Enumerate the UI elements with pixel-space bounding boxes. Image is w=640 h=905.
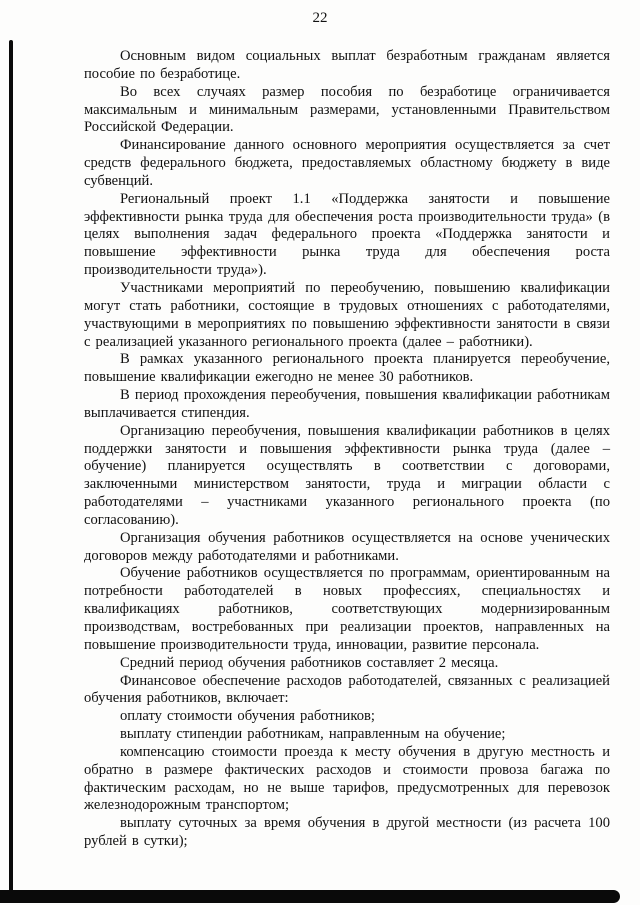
paragraph: Региональный проект 1.1 «Поддержка занятости и повышение эффективности рынка труда для обеспечения роста производительности труда» (в целях выполнения задач федерального проекта «Поддержка занятости и повышение эффективности рынка труда для обеспечения роста производительности труда»).	[84, 190, 610, 279]
paragraph: Обучение работников осуществляется по программам, ориентированным на потребности работодателей в новых профессиях, специальностях и квалификациях работников, соответствующих модернизированным производствам, востребованных при реализации проектов, направленных на повышение производительности труда, инновации, развитие персонала.	[84, 565, 610, 653]
paragraph: выплату стипендии работникам, направленным на обучение;	[120, 726, 506, 743]
scan-edge-left	[9, 40, 13, 897]
paragraph: Во всех случаях размер пособия по безработице ограничивается максимальным и минимальным размерами, установленными Правительством Российской Федерации.	[84, 83, 610, 136]
scan-edge-bottom	[0, 890, 620, 903]
paragraph: В рамках указанного регионального проекта планируется переобучение, повышение квалификации ежегодно не менее 30 работников.	[84, 351, 610, 386]
paragraph: Средний период обучения работников составляет 2 месяца.	[120, 654, 499, 671]
paragraph: Участниками мероприятий по переобучению, повышению квалификации могут стать работники, состоящие в трудовых отношениях с работодателями, участвующими в мероприятиях по повышению эффективности занятости в связи с реализацией указанного регионального проекта (далее – работники).	[84, 279, 610, 350]
page-number: 22	[312, 10, 328, 26]
document-body	[84, 48, 610, 851]
paragraph: Финансовое обеспечение расходов работодателей, связанных с реализацией обучения работников, включает:	[84, 672, 610, 707]
paragraph: Финансирование данного основного мероприятия осуществляется за счет средств федерального бюджета, предоставляемых областному бюджету в виде субвенций.	[84, 137, 610, 189]
paragraph: Организация обучения работников осуществляется на основе ученических договоров между работодателями и работниками.	[84, 529, 610, 564]
paragraph: В период прохождения переобучения, повышения квалификации работникам выплачивается стипендия.	[84, 387, 610, 421]
paragraph: выплату суточных за время обучения в другой местности (из расчета 100 рублей в сутки);	[84, 815, 610, 850]
paragraph: компенсацию стоимости проезда к месту обучения в другую местность и обратно в размере фактических расходов и стоимости провоза багажа по фактическим расходам, но не выше тарифов, предусмотренных для перевозок железнодорожным транспортом;	[84, 743, 610, 814]
paragraph: оплату стоимости обучения работников;	[120, 708, 375, 725]
paragraph: Основным видом социальных выплат безработным гражданам является пособие по безработице.	[84, 48, 610, 82]
paragraph: Организацию переобучения, повышения квалификации работников в целях поддержки занятости и повышения эффективности рынка труда (далее – обучение) планируется осуществлять в соответствии с договорами, заключенными министерством занятости, труда и миграции области с работодателями – участниками указанного регионального проекта (по согласованию).	[84, 422, 610, 528]
